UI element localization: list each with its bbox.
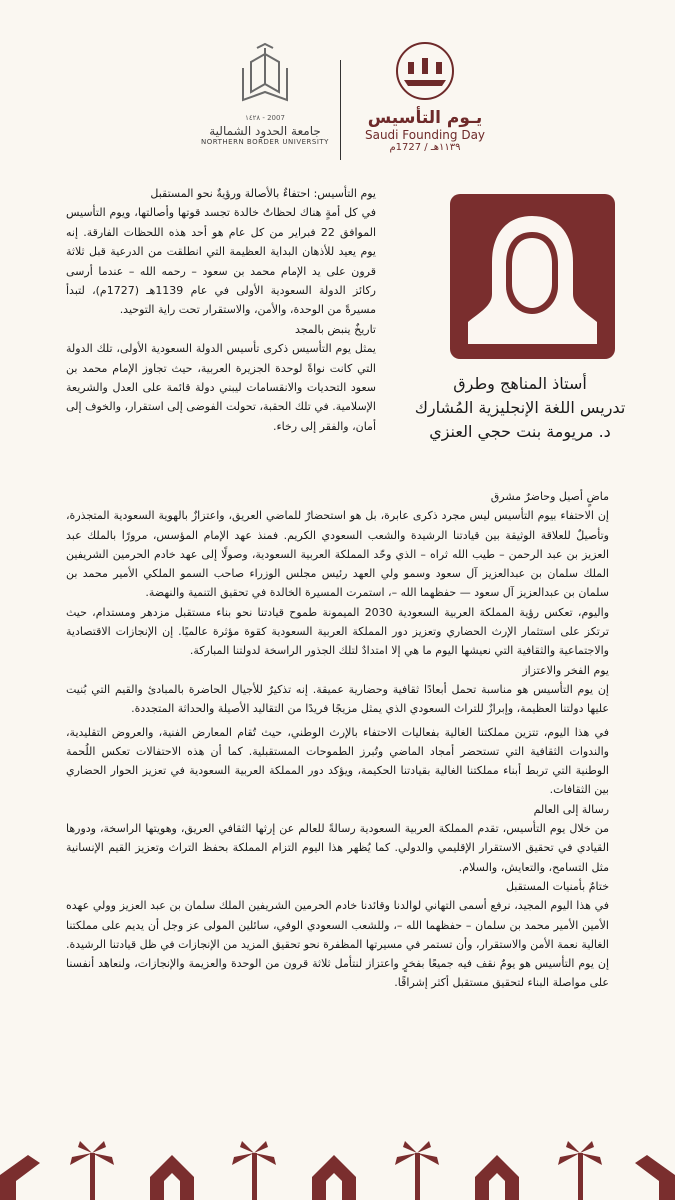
vision-paragraph: واليوم، تعكس رؤية المملكة العربية السعودية 2030 الميمونة طموح قيادتنا نحو بناء مستقبل مزدهر ومستدام، حيث ترتكز على استثمار الإرث الحضاري وتعزيز دور المملكة العربية السعودية كقوة مؤثرة عالميًا. إن الإنجازات الاقتصادية والاجتماعية والثقافية التي نعيشها اليوم ما هي إلا امتدادٌ لتلك الجذور الراسخة لدولتنا المباركة. (66, 605, 610, 658)
decorative-footer-pattern (0, 1125, 675, 1200)
veiled-woman-icon (450, 194, 615, 359)
university-logo (200, 40, 330, 170)
header-logos (200, 40, 500, 170)
palm-tree-icon (70, 1141, 114, 1200)
author-title-line1: أستاذ المناهج وطرق (453, 374, 587, 393)
author-name: د. مريومة بنت حجي العنزي (429, 422, 611, 441)
intro-section (66, 184, 376, 436)
logo-divider (340, 60, 341, 160)
palm-tree-icon (395, 1141, 439, 1200)
intro-paragraph: في كل أمةٍ هناك لحظاتٌ خالدة تجسد قوتها وأصالتها، ويوم التأسيس الموافق 22 فبراير من كل عام هو أحد هذه اللحظات الفارقة. إنه يوم يعيد للأذهان البداية العظيمة التي انطلقت من الدرعية قبل ثلاثة قرون على يد الإمام محمد بن سعود – رحمه الله – عندما أرسى ركائز الدولة السعودية الأولى في عام 1139هـ (1727م)، لتبدأ مسيرةً من الوحدة، والأمن، والاستقرار تحت راية التوحيد. (66, 206, 376, 317)
main-article (66, 487, 609, 993)
author-info (395, 372, 645, 444)
pride-paragraph: إن يوم التأسيس هو مناسبة تحمل أبعادًا ثقافية وحضارية عميقة. إنه تذكيرٌ للأجيال الحاضرة بالمبادئ والقيم التي بُنيت عليها دولتنا العظيمة، وإبرازٌ للتراث السعودي الذي يمثل مزيجًا فريدًا من التقاليد الأصيلة والحداثة المتجددة. (66, 682, 609, 716)
pride-heading: يوم الفخر والاعتزاز (522, 663, 609, 677)
past-present-paragraph: إن الاحتفاء بيوم التأسيس ليس مجرد ذكرى عابرة، بل هو استحضارٌ للماضي العريق، واعتزازٌ بالهوية السعودية المتجذرة، وتأصيلٌ للعلاقة الوثيقة بين قيادتنا الرشيدة والشعب السعودي الكريم. فمنذ عهد الإمام المؤسس، مرورًا بالملك عبد العزيز بن عبد الرحمن – طيب الله ثراه – الذي وحّد المملكة العربية السعودية، وصولًا إلى عهد خادم الحرمين الشريفين الملك سلمان بن عبدالعزيز آل سعود وسمو ولي العهد رئيس مجلس الوزراء صاحب السمو الملكي الأمير محمد بن سلمان بن عبدالعزيز آل سعود — حفظهما الله –، استمرت المسيرة الخالدة في تحقيق التنمية والنهضة. (66, 509, 609, 600)
university-emblem-icon (235, 40, 295, 110)
palm-tree-icon (232, 1141, 276, 1200)
author-title-line2: تدريس اللغة الإنجليزية المُشارك (414, 398, 626, 417)
closing-paragraph: في هذا اليوم المجيد، نرفع أسمى التهاني لوالدنا وقائدنا خادم الحرمين الشريفين الملك سلمان بن عبد العزيز وولي عهده الأمين الأمير محمد بن سلمان – حفظهما الله –، وللشعب السعودي الوفي، سائلين المولى عز وجل أن يديم على مملكتنا الغالية نعمة الأمن والاستقرار، وأن تستمر في مسيرتها المظفرة نحو تحقيق المزيد من الإنجازات في ظل قيادتنا الرشيدة. (66, 899, 609, 951)
final-paragraph: إن يوم التأسيس هو يومٌ نقف فيه جميعًا بفخرٍ واعتزاز لنتأمل ثلاثة قرون من الوحدة والعزيمة والإنجازات، ولنعاهد أنفسنا على مواصلة البناء لتحقيق مستقبل أكثر إشراقًا. (66, 957, 609, 990)
history-heading: تاريخٌ ينبض بالمجد (294, 322, 376, 336)
closing-heading: ختامٌ بأمنيات المستقبل (505, 879, 609, 893)
world-message-heading: رسالة إلى العالم (533, 802, 609, 816)
founding-day-years: ١١٣٩هـ / 1727م (389, 142, 461, 153)
world-message-paragraph: من خلال يوم التأسيس، تقدم المملكة العربية السعودية رسالةً للعالم عن إرثها الثقافي العريق، وهويتها الراسخة، ودورها القيادي في تحقيق الاستقرار الإقليمي والدولي. كما يُظهر هذا اليوم التزام المملكة بحفظ التراث وتعزيز القيم الإنسانية مثل التسامح، والتعايش، والسلام. (66, 822, 609, 874)
founding-day-emblem-icon (390, 40, 460, 102)
celebration-paragraph: في هذا اليوم، تتزين مملكتنا الغالية بفعاليات الاحتفاء بالإرث الوطني، حيث تُقام المعارض الفنية، والعروض التقليدية، والندوات الثقافية التي تستحضر أمجاد الماضي وتُبرز الطموحات المستقبلية. كما أن هذه الاحتفالات تعكس اللُحمة الوطنية التي تربط أبناء مملكتنا الغالية بقيادتنا الحكيمة، ويؤكد دور المملكة العربية السعودية في تعزيز الحوار الحضاري بين الثقافات. (66, 725, 609, 797)
arch-motif-icon (0, 1155, 675, 1200)
palm-tree-icon (558, 1141, 602, 1200)
past-present-heading: ماضٍ أصيل وحاضرٌ مشرق (490, 490, 609, 503)
author-avatar (450, 194, 615, 359)
founding-day-logo (350, 40, 500, 170)
university-name-en: NORTHERN BORDER UNIVERSITY (201, 138, 329, 146)
founding-day-title-ar: يـوم التأسيس (367, 108, 483, 128)
founding-day-title-en: Saudi Founding Day (364, 128, 486, 142)
history-paragraph: يمثل يوم التأسيس ذكرى تأسيس الدولة السعودية الأولى، تلك الدولة التي كانت نواةً لوحدة الجزيرة العربية، حيث تجاوز الإمام محمد بن سعود التحديات والانقسامات ليبني دولة قائمة على العدل والشريعة الإسلامية. في تلك الحقبة، تحولت الفوضى إلى استقرار، والخوف إلى أمان، والفقر إلى رخاء. (66, 342, 376, 433)
intro-heading: يوم التأسيس: احتفاءٌ بالأصالة ورؤيةٌ نحو المستقبل (150, 187, 376, 200)
university-year: ١٤٢٨ - 2007 (245, 114, 285, 122)
university-name-ar: جامعة الحدود الشمالية (209, 124, 321, 138)
